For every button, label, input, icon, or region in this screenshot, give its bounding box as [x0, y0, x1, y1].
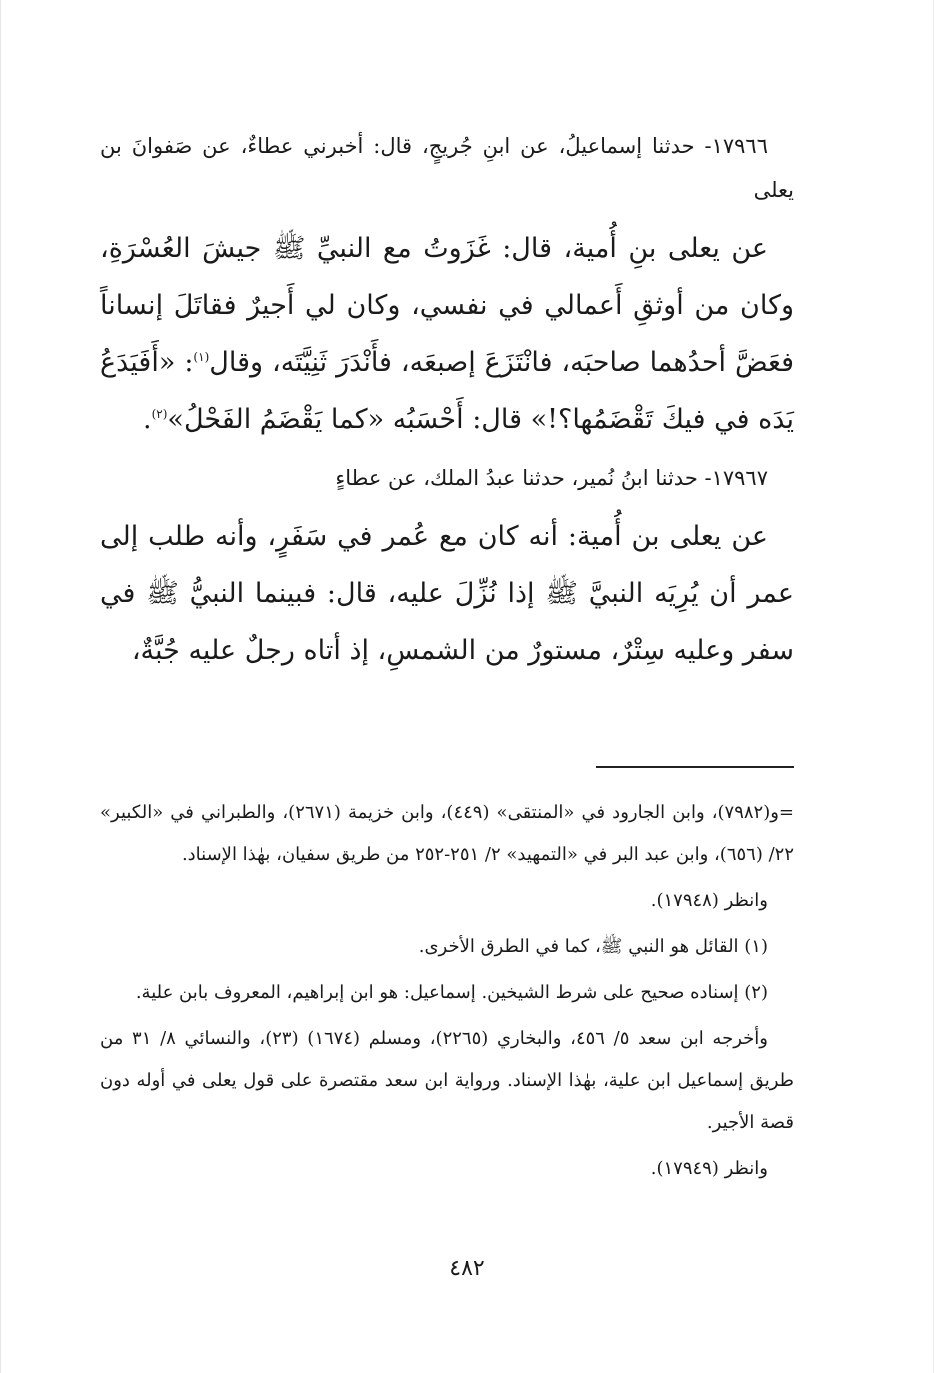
footnote-separator	[596, 766, 794, 768]
page-number: ٤٨٢	[449, 1256, 485, 1281]
hadith-17967-chain: ١٧٩٦٧- حدثنا ابنُ نُمير، حدثنا عبدُ الملك، عن عطاءٍ	[335, 466, 768, 490]
footnote-2-sources: وأخرجه ابن سعد ٥/ ٤٥٦، والبخاري (٢٢٦٥)، ومسلم (١٦٧٤) (٢٣)، والنسائي ٨/ ٣١ من طريق إسماعيل ابن علية، بهٰذا الإسناد. ورواية ابن سعد مقتصرة على قول يعلى في أوله دون قصة الأجير.	[100, 1028, 794, 1133]
hadith-17966-text-part1: عن يعلى بنِ أُمية، قال: غَزَوتُ مع النبيِّ ﷺ جيشَ العُسْرَةِ، وكان من أوثقِ أَعمالي في نفسي، وكان لي أَجيرٌ فقاتَلَ إنساناً فعَضَّ أحدُهما صاحبَه، فانْتَزَعَ إصبعَه، فأَنْدَرَ ثَنِيَّتَه، وقال	[100, 233, 794, 378]
footnote-2-see-also: وانظر (١٧٩٤٩).	[650, 1158, 768, 1179]
hadith-17967-text: عن يعلى بن أُمية: أنه كان مع عُمر في سَفَرٍ، وأنه طلب إلى عمر أن يُرِيَه النبيَّ ﷺ إذا نُزِّلَ عليه، قال: فبينما النبيُّ ﷺ في سفر وعليه سِتْرٌ، مستورٌ من الشمسِ، إذ أتاه رجلٌ عليه جُبَّةٌ،	[100, 521, 794, 666]
hadith-17966-text-part2: : «أَفَيَدَعُ يَدَه في فيكَ تَقْضَمُها؟!» قال: أَحْسَبُه «كما يَقْضَمُ الفَحْلُ»	[100, 347, 794, 435]
hadith-17966-text	[100, 220, 794, 448]
hadith-17966-chain: ١٧٩٦٦- حدثنا إسماعيلُ، عن ابنِ جُريجٍ، قال: أخبرني عطاءٌ، عن صَفوانَ بن يعلى	[100, 134, 794, 202]
footnotes	[100, 792, 794, 1194]
main-text	[100, 124, 794, 687]
footnote-continuation-see-also: وانظر (١٧٩٤٨).	[650, 890, 768, 911]
footnote-1: (١) القائل هو النبي ﷺ، كما في الطرق الأخرى.	[418, 936, 768, 957]
hadith-17966-end: .	[143, 404, 152, 435]
footnote-ref-1: (١)	[193, 350, 210, 364]
footnote-ref-2: (٢)	[151, 407, 168, 421]
footnote-continuation: =و(٧٩٨٢)، وابن الجارود في «المنتقى» (٤٤٩)، وابن خزيمة (٢٦٧١)، والطبراني في «الكبير» ٢٢/ (٦٥٦)، وابن عبد البر في «التمهيد» ٢/ ٢٥١-٢٥٢ من طريق سفيان، بهٰذا الإسناد.	[100, 802, 794, 865]
footnote-2: (٢) إسناده صحيح على شرط الشيخين. إسماعيل: هو ابن إبراهيم، المعروف بابن علية.	[135, 982, 768, 1003]
